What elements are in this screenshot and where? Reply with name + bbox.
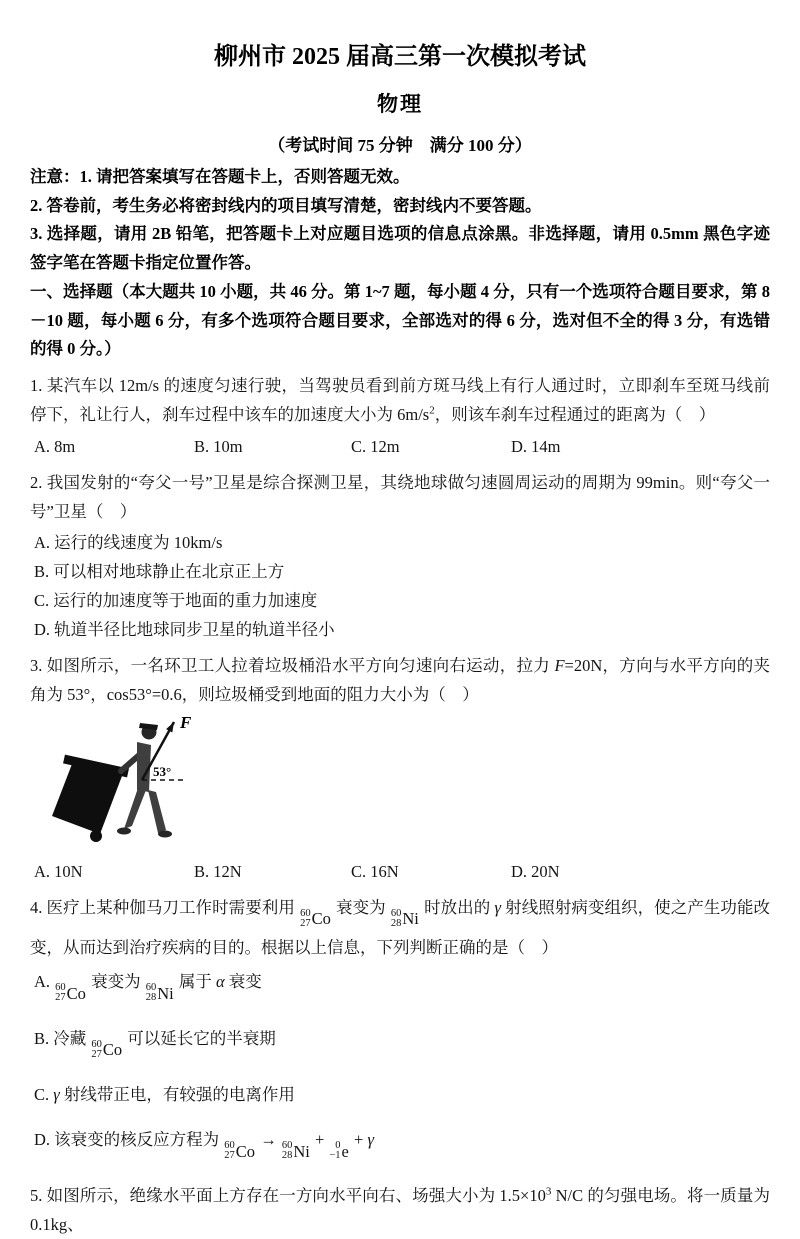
isotope-notation: 60 27 Co [55,982,86,1003]
question3-figure [50,712,770,855]
question-stem: 1. 某汽车以 12m/s 的速度匀速行驶，当驾驶员看到前方斑马线上有行人通过时，立即刹车至斑马线前停下，礼让行人，刹车过程中该车的加速度大小为 $6m/s^2$，则该车刹车过程通过的距离为（ ） [30,375,770,424]
questions [30,371,770,1239]
option: D. 14m [511,436,561,456]
option: B. 12N [194,861,242,881]
question-stem: 3. 如图所示，一名环卫工人拉着垃圾桶沿水平方向匀速向右运动，拉力 F=20N，方向与水平方向的夹角为 53°，cos53°=0.6，则垃圾桶受到地面的阻力大小为（ ） [30,655,771,704]
page-title: 柳州市 2025 届高三第一次模拟考试 [214,44,586,70]
option: C. 16N [351,861,399,881]
question-4 [30,893,770,1167]
option: C. 12m [351,436,400,456]
trash-bin [52,759,128,842]
option: A. 运行的线速度为 10km/s [34,532,223,552]
isotope-notation: 60 27 Co [91,1038,123,1060]
question-2 [30,468,770,644]
worker-cap-icon [139,723,158,730]
question-stem: 5. 如图所示，绝缘水平面上方存在一方向水平向右、场强大小为 $1.5\times 10^3$ N/C 的匀强电场。将一质量为 0.1kg、 [30,1185,770,1234]
notice-line-1: 注意：1. 请把答案填写在答题卡上，否则答题无效。 [30,167,410,186]
option: B. 可以相对地球静止在北京正上方 [34,561,285,581]
notices [30,163,770,277]
isotope-notation: 60 28 Ni [390,907,419,929]
option: A. 10N [34,861,83,881]
force-label: F [180,712,192,732]
italic-symbol: F [554,655,565,675]
italic-symbol: α [215,972,225,991]
worker-front-foot [158,830,172,837]
worker-front-leg [148,790,166,833]
isotope-notation: 60 28 Ni [281,1140,310,1161]
superscript: 3 [545,1185,552,1197]
option: B. 冷藏 60 27 Co 可以延长它的半衰期 [34,1023,770,1066]
question-stem: 2. 我国发射的“夸父一号”卫星是综合探测卫星，其绕地球做匀速圆周运动的周期为 99min。则“夸父一号”卫星（ ） [30,472,770,521]
question-5 [30,1181,770,1239]
options [30,966,770,1167]
option: D. 轨道半径比地球同步卫星的轨道半径小 [34,619,335,639]
isotope-notation: 60 28 Ni [145,982,174,1003]
italic-symbol: γ [494,897,501,917]
angle-label: 53° [153,763,172,779]
subject-title: 物理 [377,92,423,116]
section-header: 一、选择题（本大题共 10 小题，共 46 分。第 1~7 题，每小题 4 分，只有一个选项符合题目要求，第 8－10 题，每小题 6 分，有多个选项符合题目要求，全部选对的得 6 分，选对但不全的得 3 分，有选错的得 0 分。） [30,282,771,358]
notice-line-3: 3. 选择题，请用 2B 铅笔，把答题卡上对应题目选项的信息点涂黑。非选择题，请用 0.5mm 黑色字迹签字笔在答题卡指定位置作答。 [30,224,770,272]
options [30,432,770,461]
option: A. 60 27 Co 衰变为 60 28 Ni 属于 α 衰变 [34,966,770,1009]
worker-back-leg [124,788,146,829]
worker-trashbin-illustration [50,712,240,850]
option: D. 该衰变的核反应方程为 60 27 Co → 60 28 Ni + 0 −1 e + γ [34,1124,770,1167]
exam-duration-score: （考试时间 75 分钟 满分 100 分） [268,136,532,155]
option: C. γ 射线带正电，有较强的电离作用 [34,1085,295,1104]
notice-line-2: 2. 答卷前，考生务必将密封线内的项目填写清楚，密封线内不要答题。 [30,195,542,215]
isotope-notation: 60 27 Co [300,907,331,929]
force-arrowhead-icon [166,722,174,733]
option: A. 8m [34,436,76,456]
isotope-notation: 0 −1 e [329,1140,349,1161]
option: D. 20N [511,861,560,881]
question-stem: 4. 医疗上某种伽马刀工作时需要利用 60 27 Co 衰变为 60 28 Ni 时放出的 γ 射线照射病变组织，使之产生功能改变，从而达到治疗疾病的目的。根据以上信息，下列判断正确的是（ ） [30,897,771,957]
italic-symbol: γ [53,1085,60,1104]
question-1 [30,371,770,461]
worker-back-foot [117,827,131,834]
superscript: 2 [429,404,435,416]
options [30,857,770,886]
option: B. 10m [194,436,243,456]
option: C. 运行的加速度等于地面的重力加速度 [34,590,318,610]
bin-wheel-icon [90,830,102,842]
options [30,529,770,644]
question-3 [30,651,770,886]
italic-symbol: γ [367,1130,374,1149]
isotope-notation: 60 27 Co [224,1140,256,1161]
